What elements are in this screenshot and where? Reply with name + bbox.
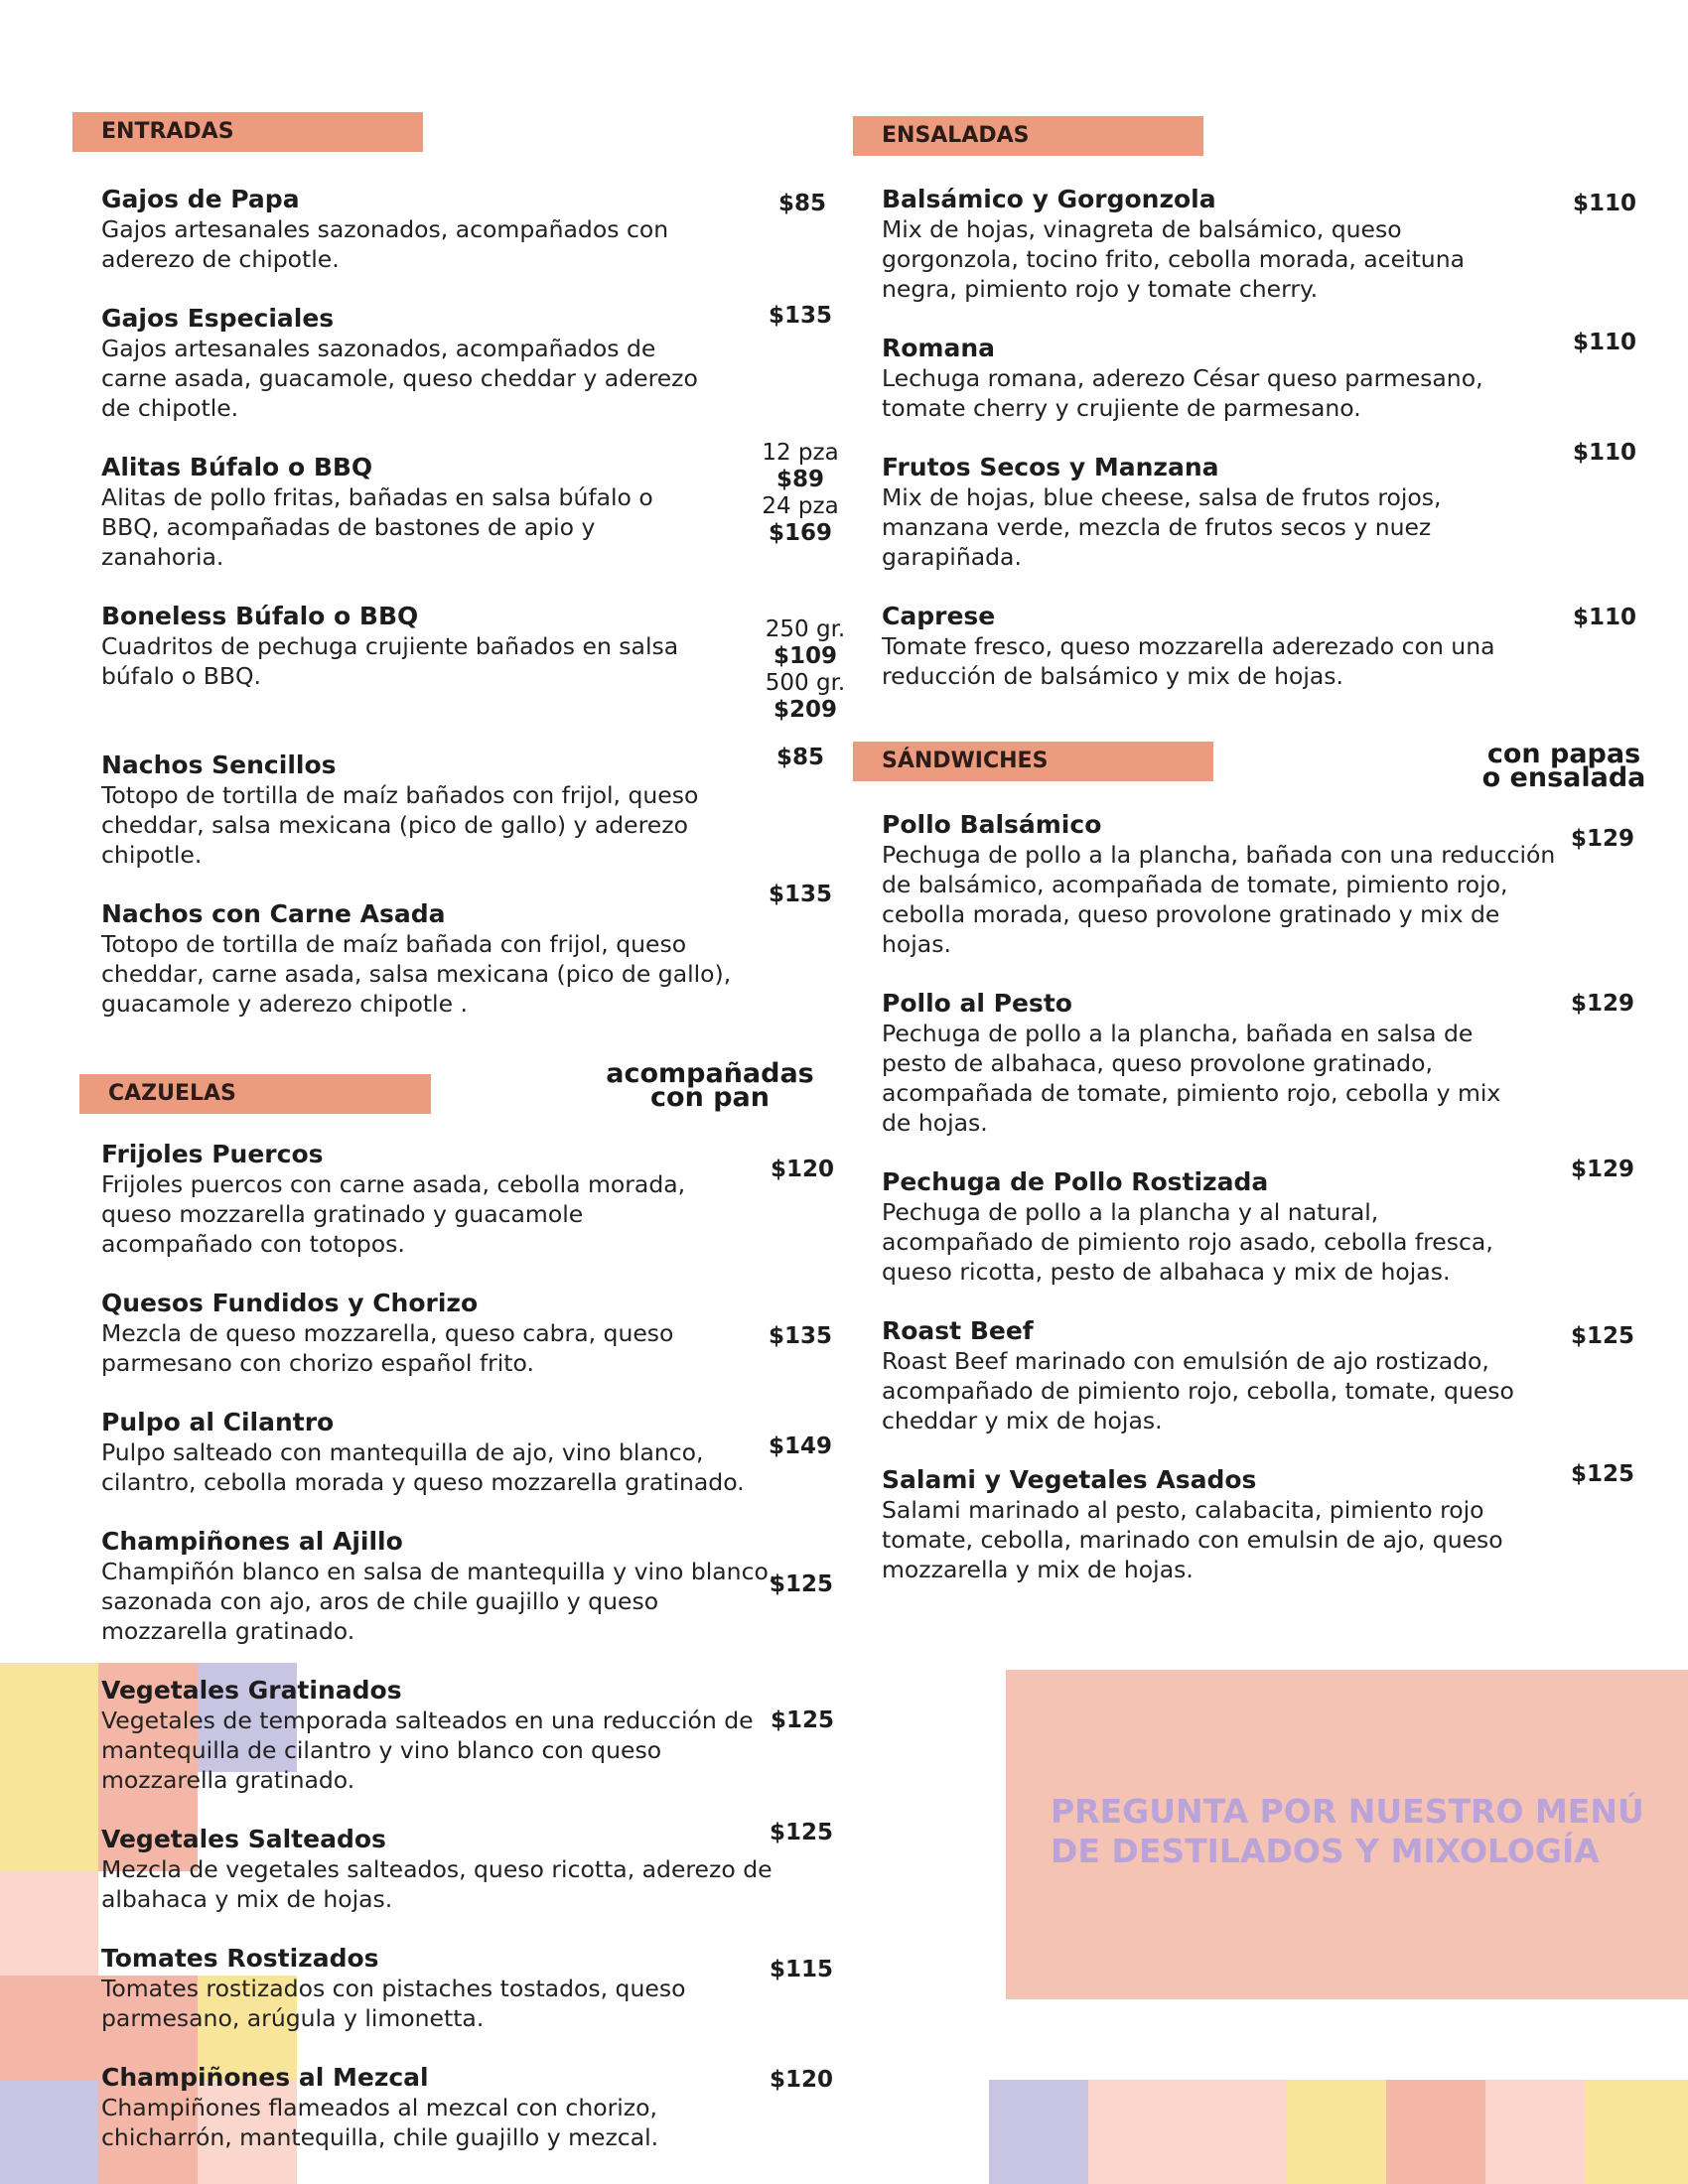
- item-description: Pechuga de pollo a la plancha, bañada en salsa de pesto de albahaca, queso provolone gratinado, acompañada de tomate, pimiento rojo, cebolla y mix de hojas.: [882, 1020, 1501, 1137]
- item-description: Frijoles puercos con carne asada, cebolla morada, queso mozzarella gratinado y guacamole acompañado con totopos.: [101, 1170, 686, 1258]
- menu-item: [101, 1289, 737, 1378]
- item-price: $129: [1570, 991, 1634, 1017]
- menu-item: [882, 989, 1527, 1138]
- menu-item: [101, 1527, 786, 1646]
- item-description: Gajos artesanales sazonados, acompañados de carne asada, guacamole, queso cheddar y aderezo de chipotle.: [101, 335, 698, 422]
- item-quantity: 24 pza: [762, 493, 839, 519]
- item-name: Champiñones al Mezcal: [101, 2063, 429, 2092]
- item-name: Vegetales Gratinados: [101, 1676, 402, 1705]
- item-price: $110: [1572, 605, 1636, 630]
- item-description: Vegetales de temporada salteados en una reducción de mantequilla de cilantro y vino blanco con queso mozzarella gratinado.: [101, 1706, 754, 1794]
- section-header-ensaladas: ENSALADAS: [853, 116, 1203, 156]
- item-name: Vegetales Salteados: [101, 1825, 386, 1853]
- menu-item: [882, 1167, 1537, 1287]
- color-block-light-pink: [1088, 2080, 1287, 2184]
- item-price: $135: [768, 303, 832, 329]
- item-name: Nachos Sencillos: [101, 751, 337, 779]
- item-price: $85: [775, 745, 824, 770]
- menu-item: [101, 453, 687, 572]
- item-name: Quesos Fundidos y Chorizo: [101, 1289, 479, 1317]
- menu-item: [101, 1140, 717, 1259]
- menu-item: [882, 453, 1517, 572]
- item-description: Mezcla de queso mozzarella, queso cabra, queso parmesano con chorizo español frito.: [101, 1319, 674, 1377]
- item-quantity: 250 gr.: [765, 616, 846, 642]
- item-name: Salami y Vegetales Asados: [882, 1465, 1257, 1494]
- color-block-lavender: [0, 2080, 98, 2184]
- item-name: Pollo Balsámico: [882, 810, 1102, 839]
- menu-item: [101, 1676, 776, 1795]
- menu-item: [101, 899, 737, 1019]
- menu-item: [882, 810, 1567, 959]
- color-block-light-pink: [0, 1871, 98, 1976]
- item-description: Tomates rostizados con pistaches tostados, queso parmesano, arúgula y limonetta.: [101, 1975, 686, 2032]
- item-price: 12 pza $89 24 pza $169: [751, 440, 850, 547]
- item-price: $85: [777, 191, 826, 216]
- item-description: Tomate fresco, queso mozzarella aderezado con una reducción de balsámico y mix de hojas.: [882, 632, 1495, 690]
- item-price: $125: [769, 1820, 833, 1845]
- item-name: Balsámico y Gorgonzola: [882, 185, 1216, 213]
- color-block-yellow: [1287, 2080, 1386, 2184]
- item-price: $110: [1572, 330, 1636, 355]
- item-price: $125: [769, 1571, 833, 1597]
- menu-item: [101, 185, 697, 274]
- menu-item: [882, 334, 1517, 423]
- item-price: $129: [1570, 1157, 1634, 1182]
- item-name: Champiñones al Ajillo: [101, 1527, 403, 1556]
- item-price: $135: [768, 882, 832, 907]
- item-description: Alitas de pollo fritas, bañadas en salsa búfalo o BBQ, acompañadas de bastones de apio y zanahoria.: [101, 483, 653, 571]
- item-description: Champiñones flameados al mezcal con chorizo, chicharrón, mantequilla, chile guajillo y mezcal.: [101, 2094, 659, 2151]
- item-description: Totopo de tortilla de maíz bañada con frijol, queso cheddar, carne asada, salsa mexicana (pico de gallo), guacamole y aderezo chipotle .: [101, 930, 732, 1018]
- section-header-cazuelas: CAZUELAS: [79, 1074, 431, 1114]
- item-name: Gajos de Papa: [101, 185, 300, 213]
- item-description: Roast Beef marinado con emulsión de ajo rostizado, acompañado de pimiento rojo, cebolla, tomate, queso cheddar y mix de hojas.: [882, 1347, 1514, 1434]
- item-description: Mezcla de vegetales salteados, queso ricotta, aderezo de albahaca y mix de hojas.: [101, 1855, 773, 1913]
- color-block-lavender: [989, 2080, 1088, 2184]
- item-price: $129: [1570, 826, 1634, 852]
- item-price: $149: [768, 1433, 832, 1459]
- item-price: $125: [770, 1707, 834, 1733]
- item-price: $125: [1570, 1323, 1634, 1349]
- menu-item: [101, 751, 717, 870]
- section-header-entradas: ENTRADAS: [72, 112, 423, 152]
- item-quantity: 12 pza: [762, 440, 839, 466]
- item-price: $120: [770, 1157, 834, 1182]
- menu-item: [101, 602, 737, 691]
- item-description: Lechuga romana, aderezo César queso parmesano, tomate cherry y crujiente de parmesano.: [882, 364, 1483, 422]
- promo-line-2: DE DESTILADOS Y MIXOLOGÍA: [1051, 1832, 1600, 1870]
- item-name: Roast Beef: [882, 1316, 1034, 1345]
- item-price: $135: [768, 1323, 832, 1349]
- item-name: Gajos Especiales: [101, 304, 335, 333]
- menu-item: [882, 602, 1517, 691]
- item-description: Totopo de tortilla de maíz bañados con frijol, queso cheddar, salsa mexicana (pico de gallo) y aderezo chipotle.: [101, 781, 699, 869]
- menu-item: [101, 1408, 796, 1497]
- item-description: Champiñón blanco en salsa de mantequilla y vino blanco, sazonada con ajo, aros de chile guajillo y queso mozzarella gratinado.: [101, 1558, 776, 1645]
- menu-item: [101, 1944, 757, 2033]
- item-price: $110: [1572, 191, 1636, 216]
- menu-item: [882, 1316, 1537, 1435]
- section-header-sandwiches: SÁNDWICHES: [853, 742, 1213, 781]
- item-name: Nachos con Carne Asada: [101, 899, 446, 928]
- item-description: Mix de hojas, vinagreta de balsámico, queso gorgonzola, tocino frito, cebolla morada, aceituna negra, pimiento rojo y tomate cherry.: [882, 215, 1465, 303]
- item-description: Cuadritos de pechuga crujiente bañados en salsa búfalo o BBQ.: [101, 632, 679, 690]
- item-name: Pechuga de Pollo Rostizada: [882, 1167, 1269, 1196]
- promo-box: [1006, 1670, 1688, 1999]
- menu-item: [882, 1465, 1517, 1584]
- item-name: Frijoles Puercos: [101, 1140, 324, 1168]
- item-name: Pollo al Pesto: [882, 989, 1072, 1018]
- item-description: Mix de hojas, blue cheese, salsa de frutos rojos, manzana verde, mezcla de frutos secos y nuez garapiñada.: [882, 483, 1442, 571]
- item-name: Boneless Búfalo o BBQ: [101, 602, 419, 630]
- item-price: $120: [769, 2067, 833, 2093]
- item-name: Alitas Búfalo o BBQ: [101, 453, 373, 481]
- item-description: Salami marinado al pesto, calabacita, pimiento rojo tomate, cebolla, marinado con emulsin de ajo, queso mozzarella y mix de hojas.: [882, 1496, 1503, 1583]
- item-description: Gajos artesanales sazonados, acompañados con aderezo de chipotle.: [101, 215, 669, 273]
- menu-item: [101, 1825, 816, 1914]
- color-block-pink: [1386, 2080, 1485, 2184]
- item-name: Caprese: [882, 602, 996, 630]
- color-block-yellow: [0, 1663, 98, 1871]
- item-quantity: 500 gr.: [765, 670, 846, 696]
- item-description: Pechuga de pollo a la plancha, bañada con una reducción de balsámico, acompañada de tomate, pimiento rojo, cebolla morada, queso provolone gratinado y mix de hojas.: [882, 841, 1556, 958]
- item-price: $125: [1570, 1461, 1634, 1487]
- item-description: Pulpo salteado con mantequilla de ajo, vino blanco, cilantro, cebolla morada y queso mozzarella gratinado.: [101, 1438, 745, 1496]
- color-block-light-pink: [1485, 2080, 1585, 2184]
- item-description: Pechuga de pollo a la plancha y al natural, acompañado de pimiento rojo asado, cebolla fresca, queso ricotta, pesto de albahaca y mix de hojas.: [882, 1198, 1493, 1286]
- promo-text: [1051, 1792, 1686, 1871]
- item-price: 250 gr. $109 500 gr. $209: [756, 616, 855, 724]
- menu-item: [882, 185, 1537, 304]
- color-block-pink: [0, 1976, 98, 2080]
- item-price: $115: [769, 1957, 833, 1982]
- color-block-yellow: [1585, 2080, 1688, 2184]
- item-name: Frutos Secos y Manzana: [882, 453, 1219, 481]
- menu-item: [101, 2063, 737, 2152]
- menu-item: [101, 304, 717, 423]
- section-note-cazuelas: acompañadas con pan: [606, 1058, 814, 1113]
- section-note-sandwiches: con papas o ensalada: [1481, 739, 1646, 793]
- promo-line-1: PREGUNTA POR NUESTRO MENÚ: [1051, 1792, 1644, 1831]
- item-price: $110: [1572, 440, 1636, 466]
- item-name: Tomates Rostizados: [101, 1944, 379, 1973]
- item-name: Pulpo al Cilantro: [101, 1408, 335, 1436]
- item-name: Romana: [882, 334, 996, 362]
